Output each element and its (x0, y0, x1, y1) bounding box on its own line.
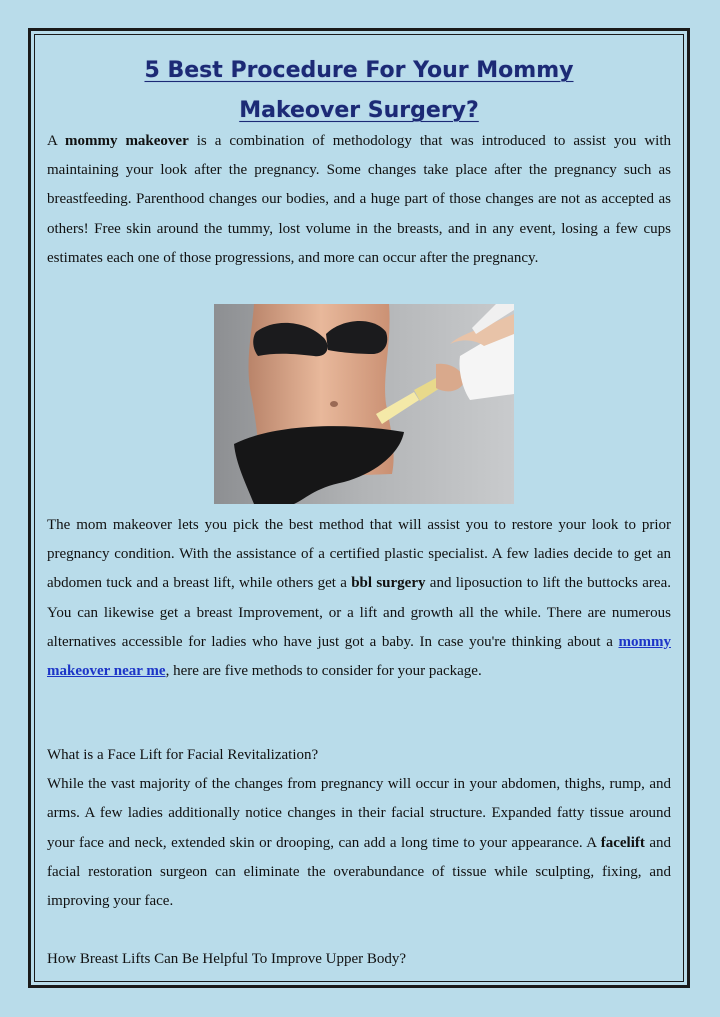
facelift-bold: facelift (600, 834, 645, 851)
intro-bold: mommy makeover (64, 133, 189, 149)
facelift-heading: What is a Face Lift for Facial Revitalization? (47, 747, 319, 763)
para2-c: , here are five methods to consider for your package. (165, 663, 482, 680)
facelift-text-a: While the vast majority of the changes from pregnancy will occur in your abdomen, thighs, rump, and arms. A few ladies additionally notice changes in their facial structure. Expanded fatty tissue around your face and neck, extended skin or drooping, can add a long time to your appearance. A (47, 776, 671, 851)
page-content (34, 34, 684, 982)
mommy-makeover-link[interactable]: mommy makeover near me (47, 633, 671, 680)
article-photo (214, 304, 514, 504)
bbl-surgery-bold: bbl surgery (351, 575, 426, 592)
makeover-paragraph (47, 511, 671, 686)
intro-post: is a combination of methodology that was introduced to assist you with maintaining your look after the pregnancy. Some changes take place after the pregnancy such as breastfeeding. Parenthood changes our bodies, and a huge part of those changes are not as accepted as others! Free skin around the tummy, lost volume in the breasts, and in any event, losing a few cups estimates each one of those progressions, and more can occur after the pregnancy. (47, 133, 672, 266)
intro-paragraph (47, 127, 671, 273)
article-photo-illustration (214, 304, 514, 504)
intro-pre: A (47, 133, 65, 149)
title-line-1: 5 Best Procedure For Your Mommy (144, 58, 574, 83)
para2-b: and liposuction to lift the buttocks area. You can likewise get a breast Improvement, or a lift and growth all the while. There are numerous alternatives accessible for ladies who have just got a baby. In case you're thinking about a (47, 575, 671, 650)
page-title (35, 51, 683, 131)
para2-a: The mom makeover lets you pick the best method that will assist you to restore your look to prior pregnancy condition. With the assistance of a certified plastic specialist. A few ladies decide to get an abdomen tuck and a breast lift, while others get a (47, 517, 671, 592)
facelift-text-b: and facial restoration surgeon can eliminate the overabundance of tissue while sculpting, fixing, and improving your face. (47, 834, 671, 910)
page-frame (28, 28, 690, 988)
breast-lift-section (47, 945, 671, 974)
facelift-section (47, 741, 671, 916)
title-line-2: Makeover Surgery? (239, 98, 479, 123)
breast-lift-heading: How Breast Lifts Can Be Helpful To Improve Upper Body? (47, 951, 407, 967)
